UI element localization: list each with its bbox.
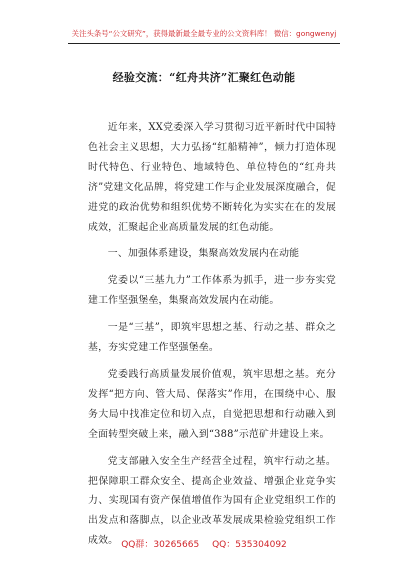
document-title: 经验交流：“红舟共济”汇聚红色动能 [112,71,296,84]
header-notice: 关注头条号“公文研究”，获得最新最全最专业的公文资料库！ 微信：gongwenyj [71,29,337,38]
paragraph-system: 党委以“三基九力”工作体系为抓手，进一步夯实党建工作坚强堡垒，集聚高效发展内在动能。 [88,275,336,307]
paragraph-action-foundation: 党支部融入安全生产经营全过程，筑牢行动之基。把保障职工群众安全、提高企业效益、增强企业竞争实力、实现国有资产保值增值作为国有企业党组织工作的出发点和落脚点，以企业改革发展成果检验党组织工作成效。 [88,455,336,547]
footer-qq-number: QQ：535304092 [212,540,287,550]
header-divider [68,43,340,44]
paragraph-intro: 近年来，XX党委深入学习贯彻习近平新时代中国特色社会主义思想，大力弘扬“红船精神”，倾力打造体现时代特色、行业特色、地域特色、单位特色的“红舟共济”党建文化品牌，将党建工作与企业发展深度融合，促进党的政治优势和组织优势不断转化为实实在在的发展成效，汇聚起企业高质量发展的红色动能。 [88,122,336,233]
paragraph-three-foundations: 一是“三基”，即筑牢思想之基、行动之基、群众之基，夯实党建工作坚强堡垒。 [88,322,336,354]
footer-contact [0,537,408,550]
section-heading: 一、加强体系建设，集聚高效发展内在动能 [107,248,300,260]
paragraph-ideology-foundation: 党委践行高质量发展价值观，筑牢思想之基。充分发挥“把方向、管大局、保落实”作用，在围绕中心、服务大局中找准定位和切入点，自觉把思想和行动融入到全面转型突破上来，融入到“388”示范矿井建设上来。 [88,368,336,440]
footer-qq-group: QQ群：30265665 [121,540,200,550]
document-body [88,118,336,558]
